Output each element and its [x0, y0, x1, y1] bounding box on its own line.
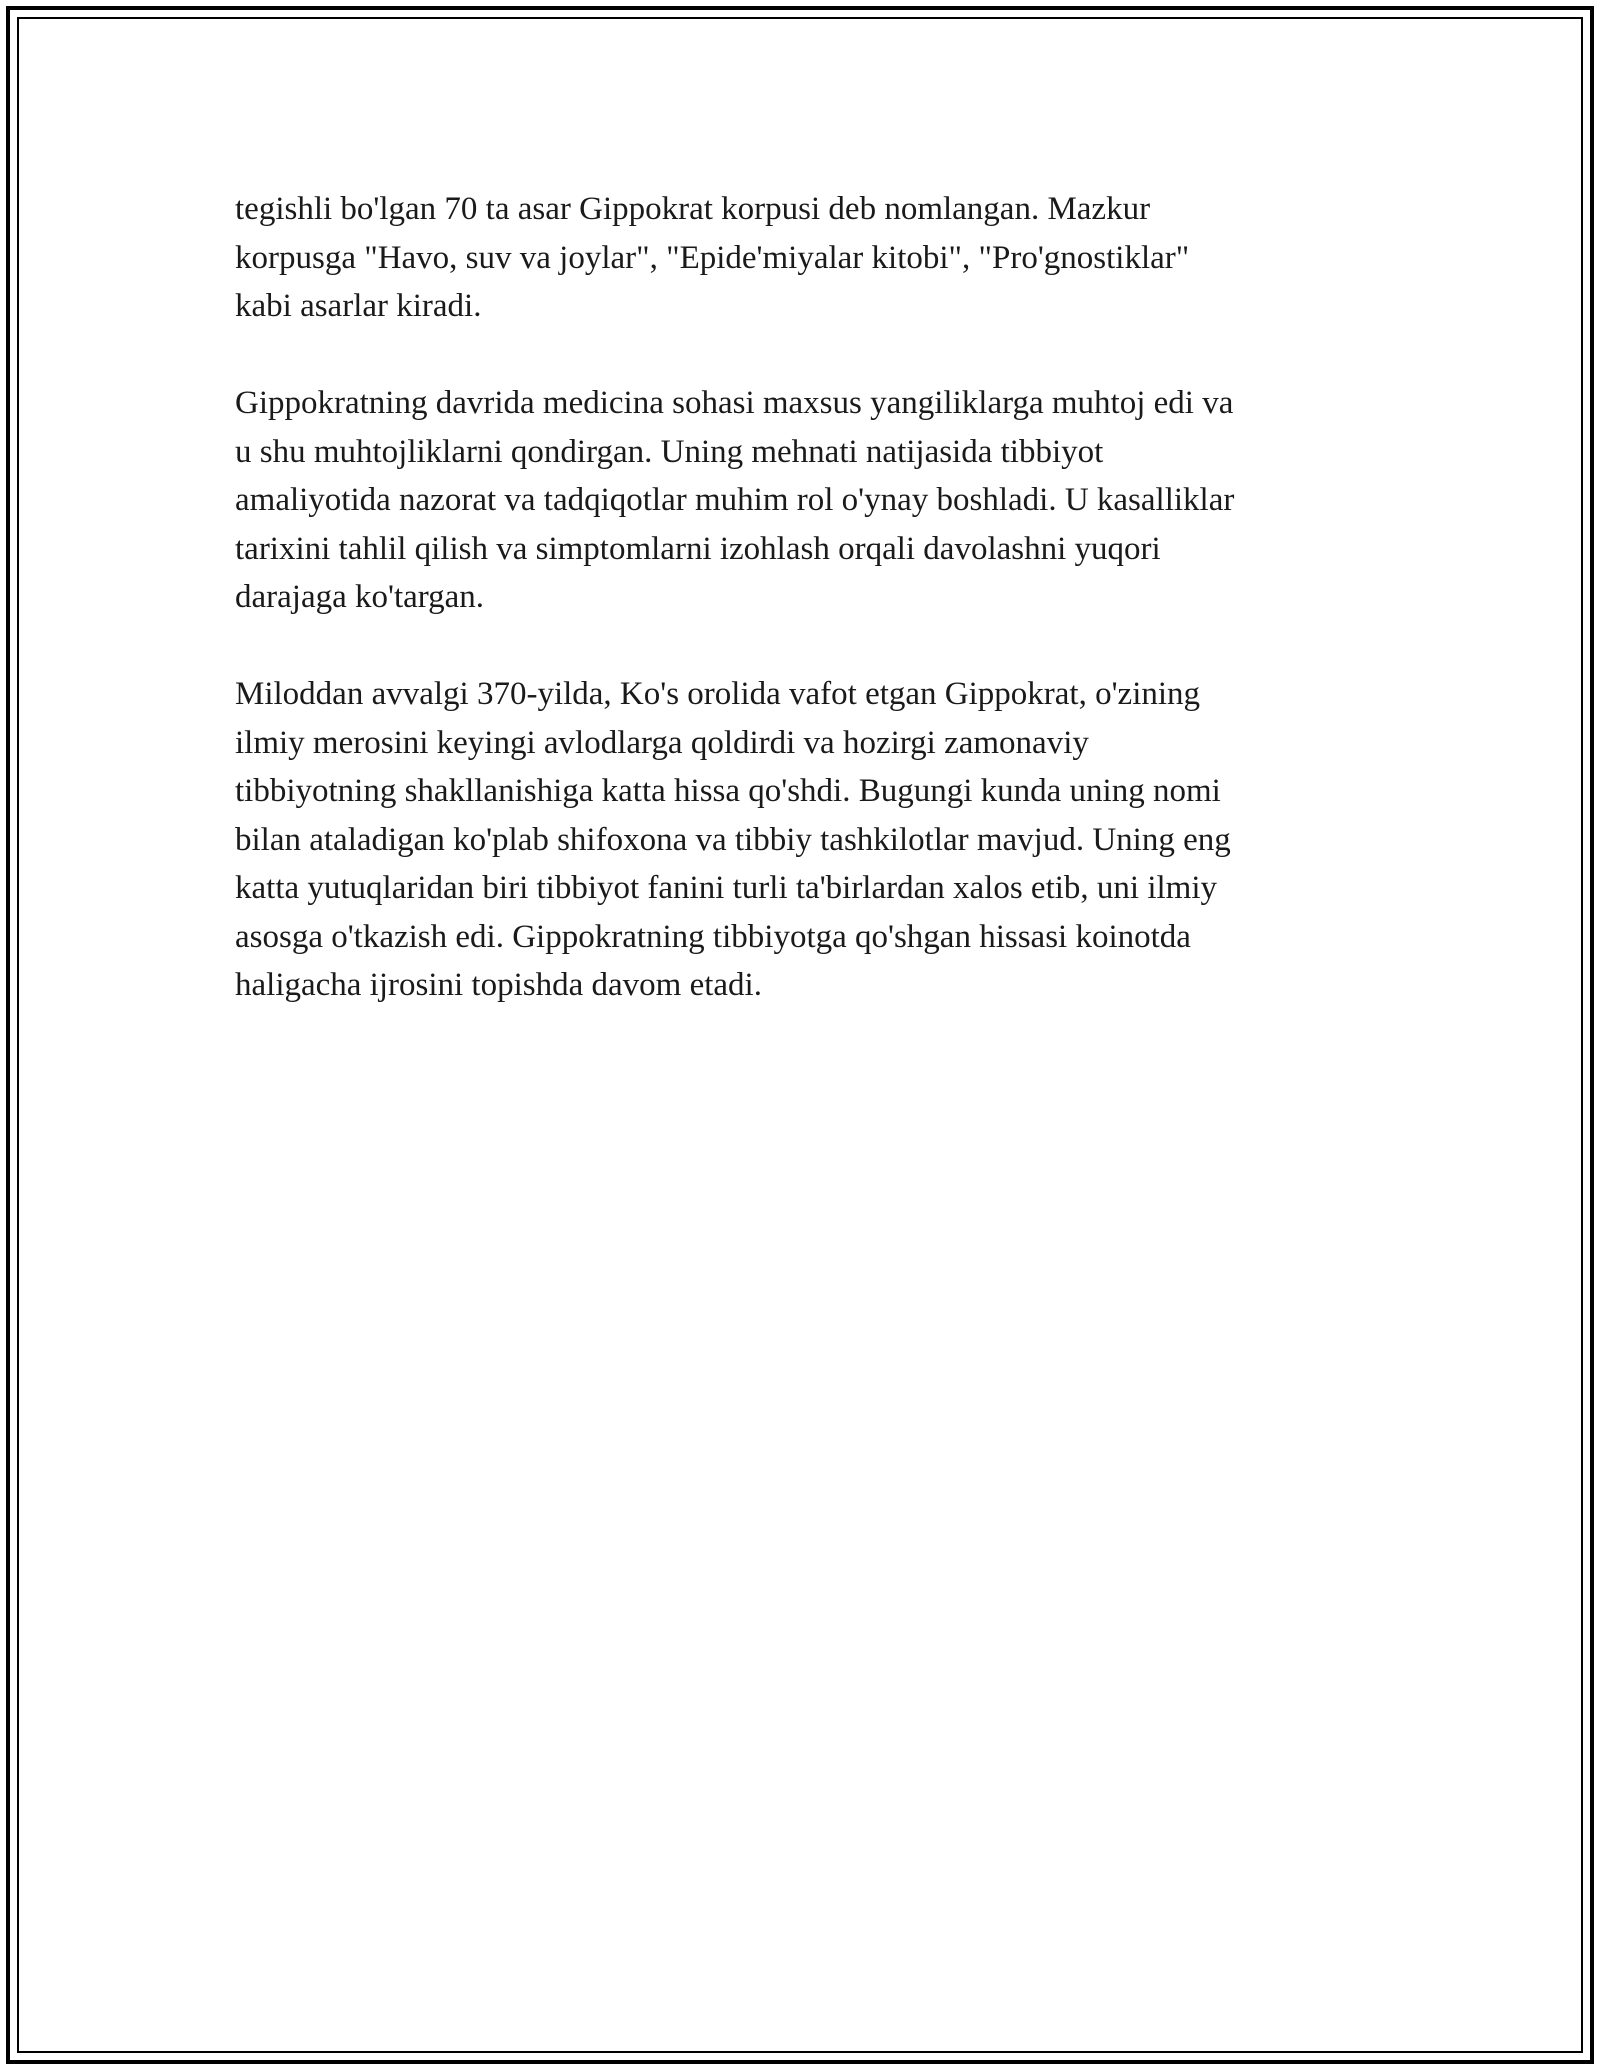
document-body	[235, 185, 1365, 1058]
paragraph-1: tegishli bo'lgan 70 ta asar Gippokrat korpusi deb nomlangan. Mazkur korpusga "Havo, suv va joylar", "Epide'miyalar kitobi", "Pro'gnostiklar" kabi asarlar kiradi.	[235, 191, 1190, 324]
paragraph-3: Miloddan avvalgi 370-yilda, Ko's orolida vafot etgan Gippokrat, o'zining ilmiy merosini keyingi avlodlarga qoldirdi va hozirgi zamonaviy tibbiyotning shakllanishiga katta hissa qo'shdi. Bugungi kunda uning nomi bilan ataladigan ko'plab shifoxona va tibbiy tashkilotlar mavjud. Uning eng katta yutuqlaridan biri tibbiyot fanini turli ta'birlardan xalos etib, uni ilmiy asosga o'tkazish edi. Gippokratning tibbiyotga qo'shgan hissasi koinotda haligacha ijrosini topishda davom etadi.	[235, 676, 1231, 1003]
paragraph-2: Gippokratning davrida medicina sohasi maxsus yangiliklarga muhtoj edi va u shu muhtojliklarni qondirgan. Uning mehnati natijasida tibbiyot amaliyotida nazorat va tadqiqotlar muhim rol o'ynay boshladi. U kasalliklar tarixini tahlil qilish va simptomlarni izohlash orqali davolashni yuqori darajaga ko'targan.	[235, 385, 1235, 615]
